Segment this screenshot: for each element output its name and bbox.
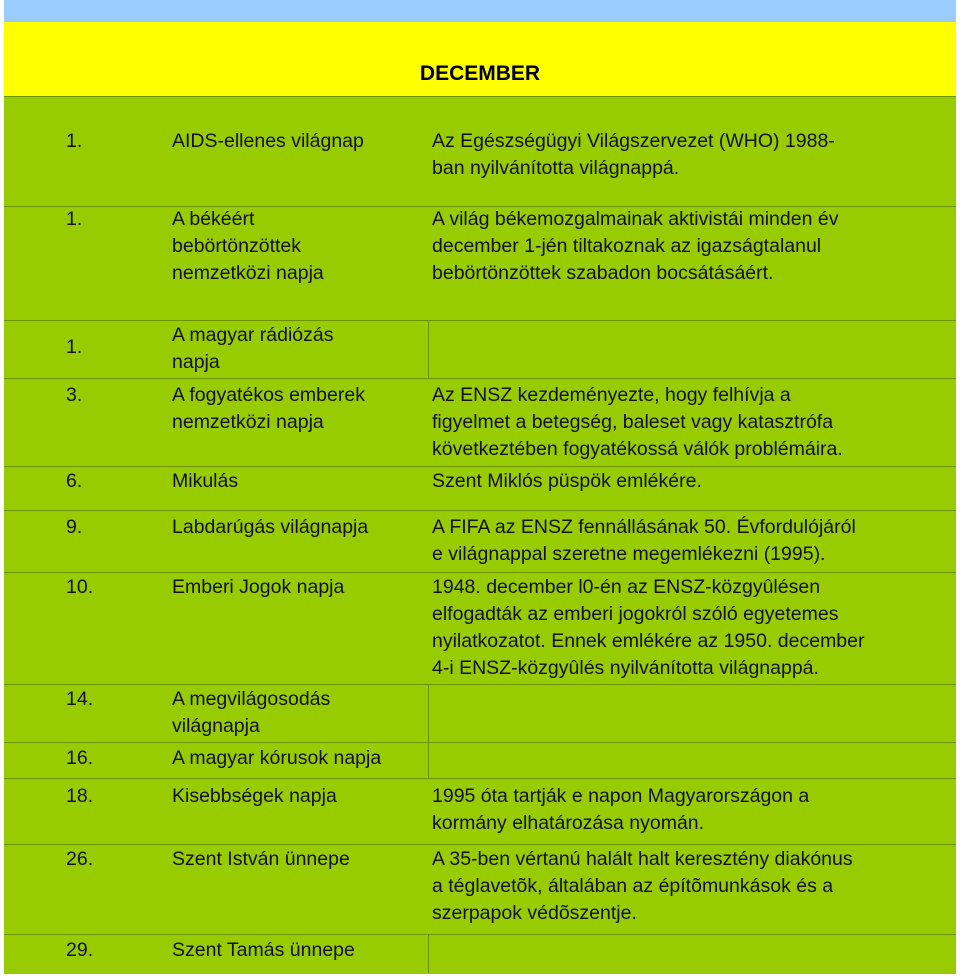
row-description: A FIFA az ENSZ fennállásának 50. Évfordulójáról e világnappal szeretne megemlékezni (1995). xyxy=(432,516,856,565)
row-day: 29. xyxy=(66,939,94,961)
column-divider xyxy=(428,320,429,378)
row-name: Kisebbségek napja xyxy=(172,785,337,807)
row-name: Mikulás xyxy=(172,470,239,492)
table-row xyxy=(4,934,956,973)
table-row xyxy=(4,742,956,779)
table-row xyxy=(4,378,956,467)
column-divider xyxy=(428,684,429,778)
row-day: 1. xyxy=(66,130,83,152)
row-description: 1948. december l0-én az ENSZ-közgyûlésen elfogadták az emberi jogokról szóló egyetemes nyilatkozatot. Ennek emlékére az 1950. december 4-i ENSZ-közgyûlés nyilvánította világnappá. xyxy=(432,576,865,679)
table-row xyxy=(4,510,956,573)
row-description: A 35-ben vértanú halált halt keresztény diakónus a téglavetõk, általában az építõmunkások és a szerpapok védõszentje. xyxy=(432,848,853,924)
table-row xyxy=(4,320,956,379)
column-divider xyxy=(428,934,429,973)
table-row xyxy=(4,466,956,511)
row-description: Szent Miklós püspök emlékére. xyxy=(432,470,702,492)
row-day: 18. xyxy=(66,785,94,807)
row-day: 3. xyxy=(66,384,83,406)
row-day: 16. xyxy=(66,747,94,769)
row-day: 1. xyxy=(66,336,83,358)
row-description: Az ENSZ kezdeményezte, hogy felhívja a figyelmet a betegség, baleset vagy katasztrófa következtében fogyatékossá válók problémáira. xyxy=(432,384,843,460)
row-day: 9. xyxy=(66,516,83,538)
title-band xyxy=(4,22,956,97)
row-name: Labdarúgás világnapja xyxy=(172,516,369,538)
top-strip xyxy=(4,0,956,23)
table-row xyxy=(4,206,956,321)
table-row xyxy=(4,844,956,935)
row-day: 6. xyxy=(66,470,83,492)
page-title: DECEMBER xyxy=(419,62,541,85)
row-name: Emberi Jogok napja xyxy=(172,576,345,598)
row-name: A magyar rádiózás napja xyxy=(172,324,334,373)
table-row xyxy=(4,778,956,845)
row-description: Az Egészségügyi Világszervezet (WHO) 1988- ban nyilvánította világnappá. xyxy=(432,130,835,179)
row-name: A megvilágosodás világnapja xyxy=(172,688,331,737)
table-row xyxy=(4,684,956,743)
row-day: 10. xyxy=(66,576,94,598)
row-day: 1. xyxy=(66,208,83,230)
row-name: A magyar kórusok napja xyxy=(172,747,382,769)
row-day: 14. xyxy=(66,688,94,710)
table-row xyxy=(4,572,956,685)
row-name: Szent Tamás ünnepe xyxy=(172,939,355,961)
row-day: 26. xyxy=(66,848,94,870)
row-description: A világ békemozgalmainak aktivistái minden év december 1-jén tiltakoznak az igazságtalanul bebörtönzöttek szabadon bocsátásáért. xyxy=(432,208,839,284)
row-name: Szent István ünnepe xyxy=(172,848,350,870)
table-row xyxy=(4,120,956,207)
row-description: 1995 óta tartják e napon Magyarországon a kormány elhatározása nyomán. xyxy=(432,785,810,834)
row-name: A fogyatékos emberek nemzetközi napja xyxy=(172,384,365,433)
december-table xyxy=(4,22,956,974)
row-name: AIDS-ellenes világnap xyxy=(172,130,364,152)
row-name: A békéért bebörtönzöttek nemzetközi napja xyxy=(172,208,324,284)
